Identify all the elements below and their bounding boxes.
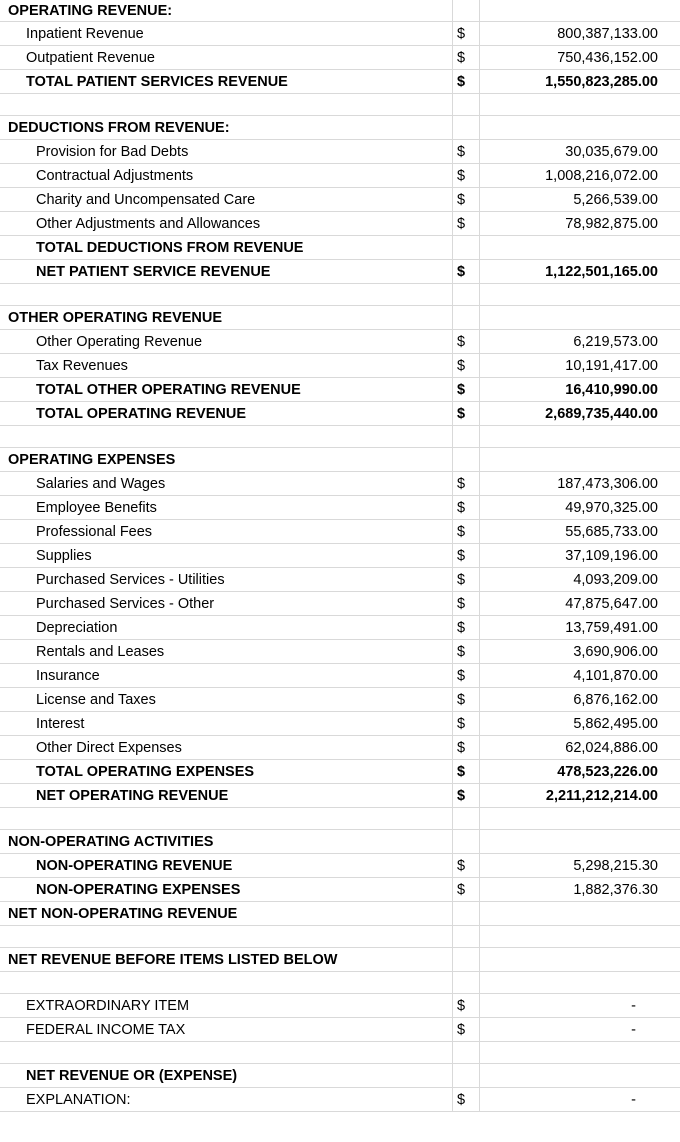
row-label: FEDERAL INCOME TAX <box>26 1021 186 1038</box>
row-label: OTHER OPERATING REVENUE <box>8 309 223 326</box>
amount-value: 1,008,216,072.00 <box>545 167 658 184</box>
statement-row <box>0 1018 680 1042</box>
amount-value: 4,101,870.00 <box>573 667 658 684</box>
row-label: OPERATING EXPENSES <box>8 451 176 468</box>
currency-symbol: $ <box>457 763 466 780</box>
statement-row <box>0 330 680 354</box>
statement-row <box>0 640 680 664</box>
statement-row <box>0 736 680 760</box>
currency-symbol: $ <box>457 263 466 280</box>
amount-value: - <box>631 997 636 1014</box>
currency-symbol: $ <box>457 405 466 422</box>
statement-row <box>0 878 680 902</box>
spacer-row <box>0 426 680 448</box>
amount-value: 5,266,539.00 <box>573 191 658 208</box>
statement-row <box>0 70 680 94</box>
statement-row <box>0 520 680 544</box>
statement-row <box>0 22 680 46</box>
section-heading-row <box>0 830 680 854</box>
currency-symbol: $ <box>457 215 466 232</box>
row-label: TOTAL PATIENT SERVICES REVENUE <box>26 73 288 90</box>
amount-value: 78,982,875.00 <box>565 215 658 232</box>
row-label: Contractual Adjustments <box>36 167 194 184</box>
row-label: Other Operating Revenue <box>36 333 203 350</box>
row-label: NET REVENUE OR (EXPENSE) <box>26 1067 238 1084</box>
row-label: OPERATING REVENUE: <box>8 2 173 19</box>
row-label: DEDUCTIONS FROM REVENUE: <box>8 119 230 136</box>
amount-value: 5,298,215.30 <box>573 857 658 874</box>
statement-row <box>0 212 680 236</box>
row-label: Outpatient Revenue <box>26 49 155 66</box>
row-label: Depreciation <box>36 619 118 636</box>
amount-value: 49,970,325.00 <box>565 499 658 516</box>
amount-value: 4,093,209.00 <box>573 571 658 588</box>
row-label: Other Adjustments and Allowances <box>36 215 261 232</box>
row-label: Interest <box>36 715 85 732</box>
row-label: Purchased Services - Other <box>36 595 215 612</box>
row-label: License and Taxes <box>36 691 156 708</box>
currency-symbol: $ <box>457 739 466 756</box>
section-heading-row <box>0 306 680 330</box>
currency-symbol: $ <box>457 667 466 684</box>
currency-symbol: $ <box>457 191 466 208</box>
section-heading-row <box>0 0 680 22</box>
statement-row <box>0 260 680 284</box>
currency-symbol: $ <box>457 857 466 874</box>
row-label: TOTAL DEDUCTIONS FROM REVENUE <box>36 239 304 256</box>
row-label: TOTAL OTHER OPERATING REVENUE <box>36 381 301 398</box>
amount-value: - <box>631 1021 636 1038</box>
currency-symbol: $ <box>457 167 466 184</box>
statement-row <box>0 544 680 568</box>
currency-symbol: $ <box>457 523 466 540</box>
amount-value: 55,685,733.00 <box>565 523 658 540</box>
row-label: Provision for Bad Debts <box>36 143 189 160</box>
statement-row <box>0 46 680 70</box>
row-label: Charity and Uncompensated Care <box>36 191 256 208</box>
statement-row <box>0 164 680 188</box>
amount-value: 6,876,162.00 <box>573 691 658 708</box>
amount-value: 478,523,226.00 <box>557 763 658 780</box>
statement-row <box>0 760 680 784</box>
statement-row <box>0 784 680 808</box>
amount-value: - <box>631 1091 636 1108</box>
amount-value: 3,690,906.00 <box>573 643 658 660</box>
statement-row <box>0 616 680 640</box>
statement-row <box>0 854 680 878</box>
statement-row <box>0 592 680 616</box>
row-label: Salaries and Wages <box>36 475 166 492</box>
statement-row <box>0 664 680 688</box>
spacer-row <box>0 808 680 830</box>
amount-value: 2,211,212,214.00 <box>545 787 658 804</box>
row-label: TOTAL OPERATING REVENUE <box>36 405 247 422</box>
currency-symbol: $ <box>457 787 466 804</box>
statement-row <box>0 496 680 520</box>
amount-value: 30,035,679.00 <box>565 143 658 160</box>
row-label: Supplies <box>36 547 92 564</box>
currency-symbol: $ <box>457 619 466 636</box>
statement-row <box>0 688 680 712</box>
statement-row <box>0 902 680 926</box>
statement-row <box>0 712 680 736</box>
currency-symbol: $ <box>457 357 466 374</box>
currency-symbol: $ <box>457 715 466 732</box>
row-label: NET PATIENT SERVICE REVENUE <box>36 263 271 280</box>
amount-value: 750,436,152.00 <box>557 49 658 66</box>
amount-value: 16,410,990.00 <box>565 381 658 398</box>
row-label: Other Direct Expenses <box>36 739 182 756</box>
row-label: Employee Benefits <box>36 499 157 516</box>
amount-value: 6,219,573.00 <box>573 333 658 350</box>
currency-symbol: $ <box>457 571 466 588</box>
currency-symbol: $ <box>457 25 466 42</box>
spacer-row <box>0 1042 680 1064</box>
currency-symbol: $ <box>457 73 466 90</box>
amount-value: 2,689,735,440.00 <box>545 405 658 422</box>
row-label: TOTAL OPERATING EXPENSES <box>36 763 255 780</box>
spacer-row <box>0 284 680 306</box>
spacer-row <box>0 926 680 948</box>
statement-row <box>0 994 680 1018</box>
statement-row <box>0 472 680 496</box>
amount-value: 47,875,647.00 <box>565 595 658 612</box>
amount-value: 5,862,495.00 <box>573 715 658 732</box>
statement-row <box>0 236 680 260</box>
amount-value: 13,759,491.00 <box>565 619 658 636</box>
row-label: NON-OPERATING ACTIVITIES <box>8 833 214 850</box>
statement-row <box>0 568 680 592</box>
statement-row <box>0 188 680 212</box>
row-label: NET OPERATING REVENUE <box>36 787 229 804</box>
row-label: Professional Fees <box>36 523 153 540</box>
amount-value: 10,191,417.00 <box>565 357 658 374</box>
statement-row <box>0 402 680 426</box>
currency-symbol: $ <box>457 691 466 708</box>
row-label: Tax Revenues <box>36 357 128 374</box>
statement-row <box>0 354 680 378</box>
row-label: NET NON-OPERATING REVENUE <box>8 905 238 922</box>
statement-row <box>0 948 680 972</box>
spacer-row <box>0 972 680 994</box>
statement-row <box>0 1064 680 1088</box>
amount-value: 62,024,886.00 <box>565 739 658 756</box>
currency-symbol: $ <box>457 1021 466 1038</box>
amount-value: 1,550,823,285.00 <box>545 73 658 90</box>
row-label: Insurance <box>36 667 100 684</box>
currency-symbol: $ <box>457 881 466 898</box>
amount-value: 37,109,196.00 <box>565 547 658 564</box>
currency-symbol: $ <box>457 1091 466 1108</box>
currency-symbol: $ <box>457 499 466 516</box>
currency-symbol: $ <box>457 475 466 492</box>
currency-symbol: $ <box>457 997 466 1014</box>
section-heading-row <box>0 448 680 472</box>
row-label: NET REVENUE BEFORE ITEMS LISTED BELOW <box>8 951 338 968</box>
amount-value: 187,473,306.00 <box>557 475 658 492</box>
statement-row <box>0 140 680 164</box>
currency-symbol: $ <box>457 333 466 350</box>
section-heading-row <box>0 116 680 140</box>
row-label: Rentals and Leases <box>36 643 165 660</box>
currency-symbol: $ <box>457 143 466 160</box>
currency-symbol: $ <box>457 547 466 564</box>
row-label: NON-OPERATING REVENUE <box>36 857 233 874</box>
amount-value: 1,882,376.30 <box>573 881 658 898</box>
row-label: NON-OPERATING EXPENSES <box>36 881 241 898</box>
currency-symbol: $ <box>457 381 466 398</box>
amount-value: 1,122,501,165.00 <box>545 263 658 280</box>
row-label: Inpatient Revenue <box>26 25 144 42</box>
row-label: Purchased Services - Utilities <box>36 571 225 588</box>
currency-symbol: $ <box>457 643 466 660</box>
amount-value: 800,387,133.00 <box>557 25 658 42</box>
currency-symbol: $ <box>457 595 466 612</box>
statement-row <box>0 378 680 402</box>
row-label: EXTRAORDINARY ITEM <box>26 997 190 1014</box>
statement-row <box>0 1088 680 1112</box>
row-label: EXPLANATION: <box>26 1091 131 1108</box>
currency-symbol: $ <box>457 49 466 66</box>
spacer-row <box>0 94 680 116</box>
